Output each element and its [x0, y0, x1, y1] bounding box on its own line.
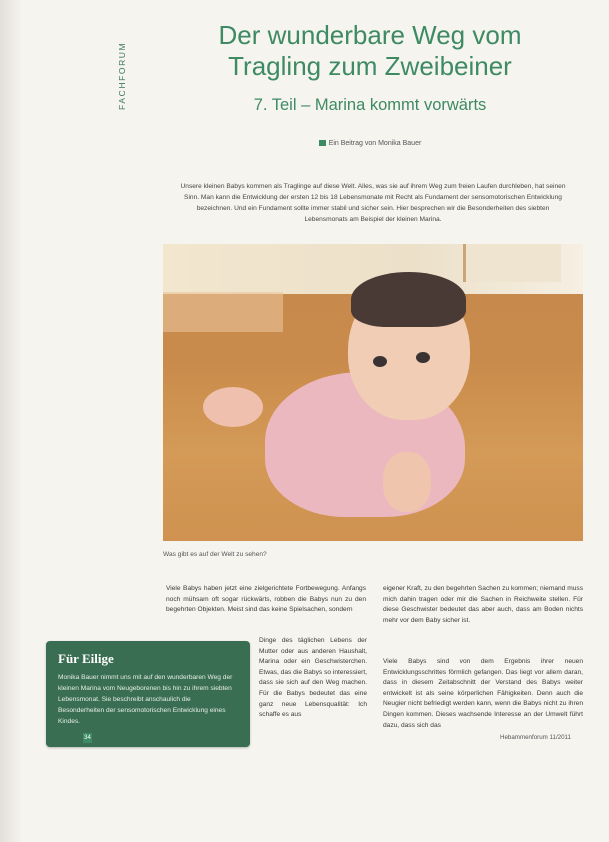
footer-issue: Hebammenforum 11/2011: [500, 734, 571, 741]
photo-baby-hair: [351, 272, 466, 327]
photo-baby-hand: [383, 452, 431, 512]
summary-box-title: Für Eilige: [58, 651, 114, 666]
title-line-2: Tragling zum Zweibeiner: [228, 51, 512, 81]
lead-paragraph: Unsere kleinen Babys kommen als Traglinge auf diese Welt. Alles, was sie auf ihrem Weg zum freien Laufen durchleben, hat seinen Sinn. Man kann die Entwicklung der ersten 12 bis 18 Lebensmonate mit Recht als Fundament der sensomotorischen Entwicklung bezeichnen. Und ein Fundament sollte immer stabil und sicher sein. Hier besprechen wir die Besonderheiten des siebten Lebensmonats am Beispiel der kleinen Marina.: [180, 182, 566, 223]
page-number: 34: [84, 735, 91, 741]
photo-baby-eye: [373, 356, 387, 367]
body-column-2-bottom: Viele Babys sind von dem Ergebnis ihrer neuen Entwicklungsschrittes förmlich gefangen. Das liegt vor allem daran, dass in diesem Zeitabschnitt der Verstand des Babys weiter entwickelt ist als seine körperlichen Fähigkeiten. Denn auch die Neugier nicht befriedigt werden kann, wenn die Babys nicht zu ihren Dingen kommen. Dieses wachsende Interesse an der Umwelt führt dazu, dass sich das: [383, 658, 583, 729]
summary-box-text: Monika Bauer nimmt uns mit auf den wunderbaren Weg der kleinen Marina vom Neugeborenen bis hin zu ihrem siebten Lebensmonat. Sie beschreibt anschaulich die Besonderheiten der sensomotorischen Entwicklung eines Kindes.: [58, 674, 233, 725]
title-line-1: Der wunderbare Weg vom: [218, 20, 522, 50]
photo-caption: Was gibt es auf der Welt zu sehen?: [163, 551, 267, 558]
summary-box: [46, 641, 250, 747]
spine-shadow: [0, 0, 22, 842]
byline-text: Ein Beitrag von Monika Bauer: [328, 140, 422, 147]
byline: [160, 140, 580, 147]
article-subtitle: 7. Teil – Marina kommt vorwärts: [253, 96, 487, 114]
photo-rug: [163, 292, 283, 332]
baby-photo: [163, 244, 583, 541]
section-tag: FACHFORUM: [117, 41, 127, 110]
body-column-2-top: eigener Kraft, zu den begehrten Sachen zu kommen; niemand muss mich dahin tragen oder mir die Sachen in Reichweite stellen. Für diese Geschwister bedeutet das aber auch, dass am Boden nichts mehr vor dem Baby sicher ist.: [383, 585, 583, 624]
photo-baby-eye: [416, 352, 430, 363]
photo-door: [463, 244, 561, 282]
body-column-1-bottom: Dinge des täglichen Lebens der Mutter oder aus anderen Haushalt, Marina oder ein Geschwisterchen. Etwas, das die Babys so interessiert, dass sie sich auf den Weg machen. Für die Babys bedeutet das eine ganz neue Lebensqualität: Ich schaffe es aus: [259, 637, 367, 719]
body-column-1-top: Viele Babys haben jetzt eine zielgerichtete Fortbewegung. Anfangs noch mühsam oft sogar rückwärts, robben die Babys nun zu den begehrten Objekten. Meist sind das keine Spielsachen, sondern: [166, 585, 366, 614]
byline-marker-icon: [319, 140, 326, 146]
article-title: [160, 20, 580, 82]
photo-baby-leg: [203, 387, 263, 427]
